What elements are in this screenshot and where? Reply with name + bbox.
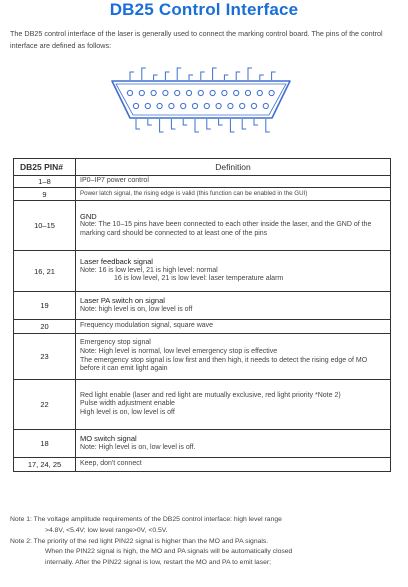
definition-cell <box>76 251 391 292</box>
table-row <box>14 292 391 320</box>
pin-definition-table <box>13 158 391 472</box>
definition-line: Note: high level is on, low level is off <box>80 305 193 313</box>
connector-pin <box>145 103 150 108</box>
definition-title: GND <box>80 211 97 221</box>
top-pin-leads <box>130 68 276 80</box>
column-header-pin: DB25 PIN# <box>14 159 76 176</box>
connector-pins <box>127 90 274 108</box>
definition-line: Red light enable (laser and red light are mutually exclusive, red light priority *Note 2) <box>80 391 341 399</box>
connector-pin <box>269 90 274 95</box>
table-row <box>14 251 391 292</box>
definition-indented-line: 16 is low level, 21 is low level: laser temperature alarm <box>114 275 284 283</box>
connector-pin <box>175 90 180 95</box>
page-title: DB25 Control Interface <box>109 0 299 19</box>
pin-lead <box>183 119 187 125</box>
connector-pin <box>169 103 174 108</box>
connector-pin <box>222 90 227 95</box>
pin-lead <box>165 72 169 80</box>
definition-cell <box>76 201 391 251</box>
column-header-definition: Definition <box>76 159 391 176</box>
pin-lead <box>195 119 199 132</box>
definition-cell <box>76 334 391 380</box>
pin-lead <box>254 119 258 125</box>
table-row <box>14 430 391 458</box>
note-2-continued: internally. After the PIN22 signal is low, restart the MO and PA to emit laser; <box>45 559 272 567</box>
connector-pin <box>151 90 156 95</box>
intro-paragraph: The DB25 control interface of the laser is generally used to connect the marking control board. The pins of the control interface are defined as follows: <box>10 29 383 50</box>
pin-cell: 16, 21 <box>14 251 76 292</box>
connector-pin <box>257 90 262 95</box>
pin-cell: 22 <box>14 380 76 430</box>
connector-shell <box>112 81 290 118</box>
note-1-continued: >4.8V, <5.4V; low level range>0V, <0.5V. <box>45 526 168 534</box>
definition-cell <box>76 176 391 188</box>
pin-lead <box>201 72 205 80</box>
pin-lead <box>219 119 223 125</box>
connector-pin <box>228 103 233 108</box>
table-header-row <box>14 159 391 176</box>
table-row <box>14 188 391 201</box>
pin-cell: 18 <box>14 430 76 458</box>
pin-lead <box>136 119 140 129</box>
pin-cell: 17, 24, 25 <box>14 458 76 472</box>
pin-lead <box>189 75 193 80</box>
definition-cell <box>76 188 391 201</box>
connector-pin <box>216 103 221 108</box>
definition-line: Power latch signal, the rising edge is valid (this function can be enabled in the GUI) <box>80 189 308 197</box>
connector-pin <box>139 90 144 95</box>
definition-line: Keep, don't connect <box>80 460 142 468</box>
pin-lead <box>236 72 240 80</box>
definition-title: Laser feedback signal <box>80 257 153 267</box>
db25-connector-diagram <box>0 60 408 155</box>
definition-line: Note: High level is on, low level is off. <box>80 443 196 451</box>
pin-lead <box>248 68 252 80</box>
pin-cell: 9 <box>14 188 76 201</box>
definition-line: The emergency stop signal is low first and then high, it needs to detect the rising edge of MO before it can emit light again <box>80 356 368 373</box>
table-row <box>14 334 391 380</box>
pin-lead <box>142 68 146 80</box>
pin-lead <box>266 119 270 132</box>
note-1: Note 1: The voltage amplitude requirements of the DB25 control interface: high level range <box>10 516 282 523</box>
definition-cell <box>76 458 391 472</box>
pin-cell: 19 <box>14 292 76 320</box>
pin-lead <box>160 119 164 132</box>
pin-cell: 23 <box>14 334 76 380</box>
bottom-pin-leads <box>136 119 270 132</box>
definition-line: Frequency modulation signal, square wave <box>80 322 214 330</box>
connector-pin <box>192 103 197 108</box>
pin-lead <box>177 68 181 80</box>
connector-inner-shell <box>116 84 286 115</box>
connector-pin <box>133 103 138 108</box>
definition-cell <box>76 320 391 334</box>
table-row <box>14 201 391 251</box>
connector-pin <box>240 103 245 108</box>
definition-cell <box>76 292 391 320</box>
connector-pin <box>210 90 215 95</box>
note-2-continued: When the PIN22 signal is high, the MO and PA signals will be automatically closed <box>45 548 293 556</box>
pin-lead <box>213 68 217 80</box>
definition-line: High level is on, low level is off <box>80 408 175 416</box>
definition-line: Pulse width adjustment enable <box>80 400 175 408</box>
pin-lead <box>272 72 276 80</box>
connector-pin <box>157 103 162 108</box>
pin-lead <box>230 119 234 132</box>
connector-pin <box>198 90 203 95</box>
definition-line: Note: High level is normal, low level emergency stop is effective <box>80 347 278 355</box>
definition-title: Laser PA switch on signal <box>80 295 165 305</box>
connector-pin <box>251 103 256 108</box>
table-row <box>14 458 391 472</box>
pin-lead <box>260 75 264 80</box>
pin-lead <box>148 119 152 125</box>
connector-pin <box>234 90 239 95</box>
definition-line: Note: 16 is low level, 21 is high level: normal <box>80 266 218 274</box>
note-2: Note 2: The priority of the red light PIN22 signal is higher than the MO and PA signals. <box>10 537 269 545</box>
pin-lead <box>130 72 134 80</box>
pin-lead <box>154 75 158 80</box>
pin-cell: 1–8 <box>14 176 76 188</box>
table-row <box>14 380 391 430</box>
pin-lead <box>207 119 211 129</box>
table-row <box>14 176 391 188</box>
connector-pin <box>163 90 168 95</box>
pin-lead <box>224 75 228 80</box>
definition-line: IP0–IP7 power control <box>80 177 149 185</box>
definition-cell <box>76 380 391 430</box>
definition-line: Note: The 10–15 pins have been connected to each other inside the laser, and the GND of the marking card should be connected to at least one of the pins <box>80 221 372 237</box>
connector-pin <box>186 90 191 95</box>
connector-pin <box>181 103 186 108</box>
definition-line: Emergency stop signal <box>80 339 151 347</box>
pin-lead <box>242 119 246 129</box>
pin-lead <box>171 119 175 129</box>
definition-title: MO switch signal <box>80 433 137 443</box>
notes-section <box>10 515 400 569</box>
pin-cell: 20 <box>14 320 76 334</box>
connector-pin <box>263 103 268 108</box>
connector-pin <box>204 103 209 108</box>
table-row <box>14 320 391 334</box>
connector-pin <box>245 90 250 95</box>
pin-cell: 10–15 <box>14 201 76 251</box>
connector-pin <box>127 90 132 95</box>
definition-cell <box>76 430 391 458</box>
